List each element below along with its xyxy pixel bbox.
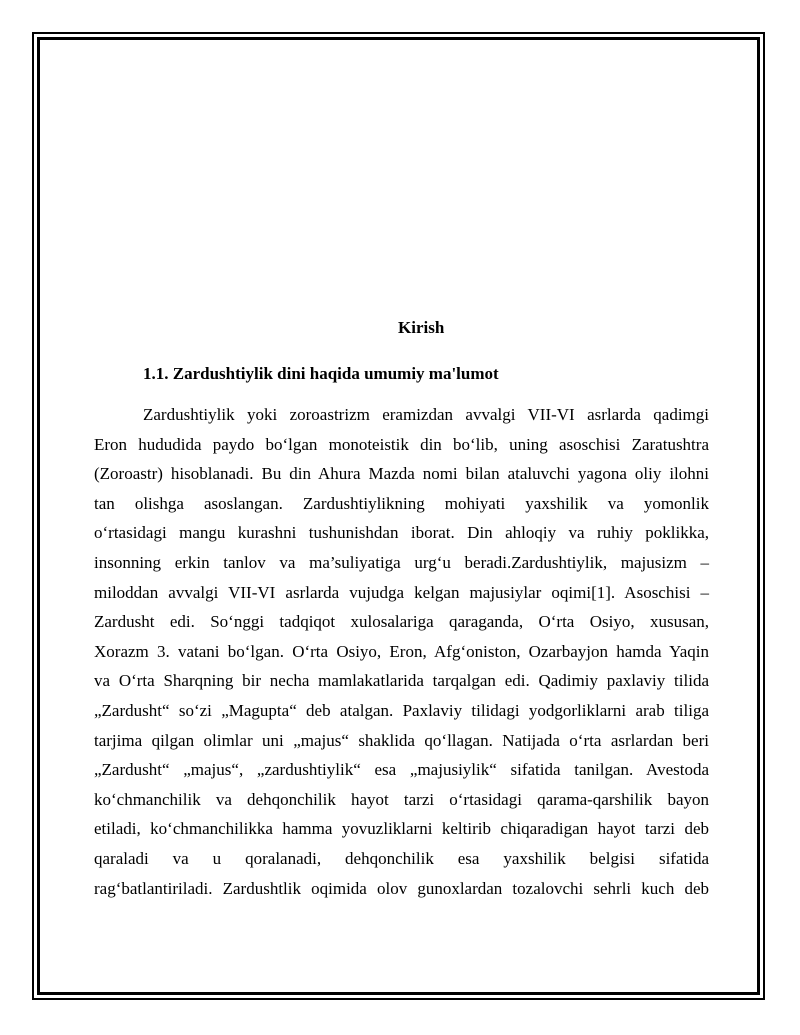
paragraph-line: tan olishga asoslangan. Zardushtiylikning mohiyati yaxshilik va yomonlik	[94, 493, 709, 513]
paragraph-line: Eron hududida paydo bo‘lgan monoteistik din bo‘lib, uning asoschisi Zaratushtra	[94, 434, 709, 454]
paragraph-line: (Zoroastr) hisoblanadi. Bu din Ahura Mazda nomi bilan ataluvchi yagona oliy ilohni	[94, 464, 709, 484]
paragraph-line: o‘rtasidagi mangu kurashni tushunishdan iborat. Din ahloqiy va ruhiy poklikka,	[94, 523, 709, 543]
paragraph-line: rag‘batlantiriladi. Zardushtlik oqimida olov gunoxlardan tozalovchi sehrli kuch deb	[94, 878, 709, 898]
paragraph-line: Xorazm 3. vatani bo‘lgan. O‘rta Osiyo, Eron, Afg‘oniston, Ozarbayjon hamda Yaqin	[94, 641, 709, 661]
section-heading: Kirish	[398, 318, 445, 337]
paragraph-line: ko‘chmanchilik va dehqonchilik hayot tarzi o‘rtasidagi qarama-qarshilik bayon	[94, 789, 709, 809]
paragraph-line: „Zardusht“ so‘zi „Magupta“ deb atalgan. Paxlaviy tilidagi yodgorliklarni arab tiliga	[94, 700, 709, 720]
paragraph-line: qaraladi va u qoralanadi, dehqonchilik esa yaxshilik belgisi sifatida	[94, 848, 709, 868]
paragraph-line: va O‘rta Sharqning bir necha mamlakatlarida tarqalgan edi. Qadimiy paxlaviy tilida	[94, 671, 709, 691]
paragraph-line: insonning erkin tanlov va ma’suliyatiga urg‘u beradi.Zardushtiylik, majusizm –	[94, 552, 709, 572]
subsection-heading: 1.1. Zardushtiylik dini haqida umumiy ma'lumot	[143, 364, 499, 383]
paragraph-line: „Zardusht“ „majus“, „zardushtiylik“ esa „majusiylik“ sifatida tanilgan. Avestoda	[94, 760, 709, 780]
paragraph-line: miloddan avvalgi VII-VI asrlarda vujudga kelgan majusiylar oqimi[1]. Asoschisi –	[94, 582, 709, 602]
paragraph-line: etiladi, ko‘chmanchilikka hamma yovuzliklarni keltirib chiqaradigan hayot tarzi deb	[94, 819, 709, 839]
body-paragraph	[94, 400, 709, 903]
paragraph-line: tarjima qilgan olimlar uni „majus“ shaklida qo‘llagan. Natijada o‘rta asrlardan beri	[94, 730, 709, 750]
paragraph-line: Zardushtiylik yoki zoroastrizm eramizdan avvalgi VII-VI asrlarda qadimgi	[143, 405, 709, 424]
paragraph-line: Zardusht edi. So‘nggi tadqiqot xulosalariga qaraganda, O‘rta Osiyo, xususan,	[94, 612, 709, 632]
